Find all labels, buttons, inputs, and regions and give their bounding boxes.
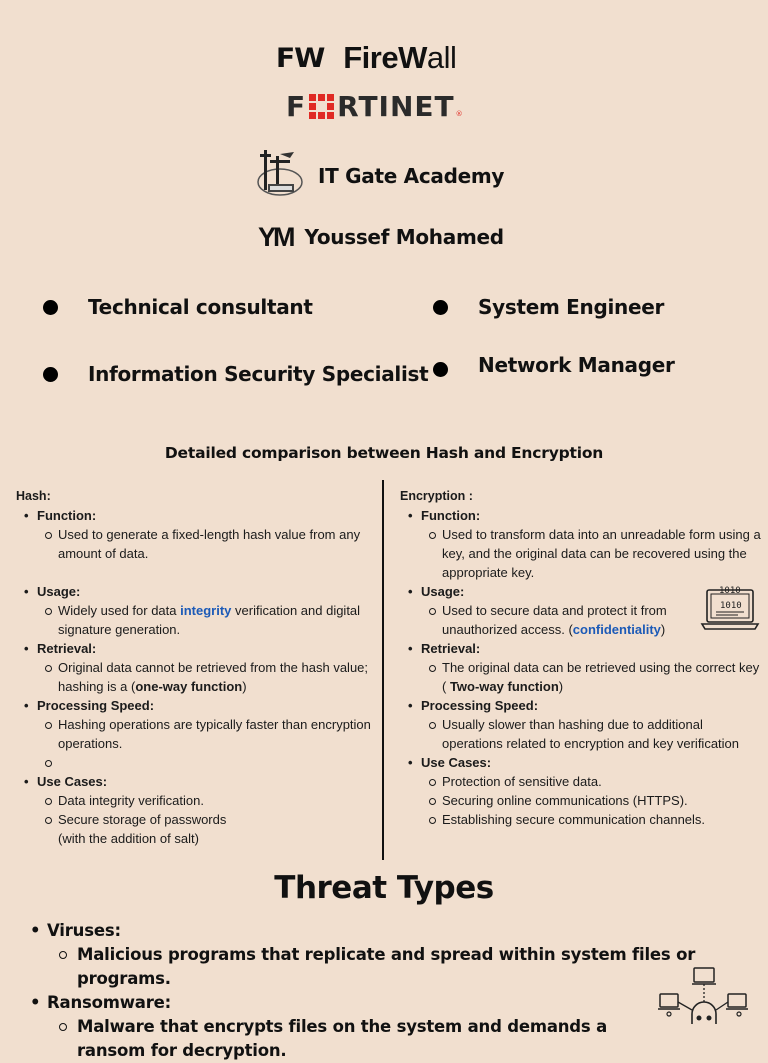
- list-item: Usually slower than hashing due to additional operations related to encryption and key verification: [429, 715, 766, 753]
- role-item: Information Security Specialist: [43, 362, 428, 386]
- threat-item: • Viruses: Malicious programs that replicate and spread within system files or programs.: [30, 919, 730, 991]
- list-item: • Processing Speed: Usually slower than hashing due to additional operations related to encryption and key verification: [408, 696, 766, 753]
- role-item: Technical consultant: [43, 295, 313, 319]
- list-item: • Usage: Widely used for data integrity verification and digital signature generation.: [24, 582, 376, 639]
- list-item: • Function: Used to transform data into an unreadable form using a key, and the original data can be recovered using the appropriate key.: [408, 506, 766, 582]
- academy-logo-icon: [254, 146, 306, 206]
- svg-text:1010: 1010: [719, 586, 741, 596]
- role-item: System Engineer: [433, 295, 664, 319]
- list-item: • Processing Speed: Hashing operations are typically faster than encryption operations.: [24, 696, 376, 772]
- bullet-dot: [433, 362, 448, 377]
- list-item: Protection of sensitive data.: [429, 772, 766, 791]
- author-brand: [258, 220, 504, 254]
- hash-heading: Hash:: [16, 489, 51, 503]
- encryption-heading: Encryption :: [400, 489, 473, 503]
- ym-mark: YM: [258, 221, 293, 252]
- integrity-highlight: integrity: [180, 603, 232, 618]
- firewall-wordmark: FireWall: [343, 40, 457, 75]
- threat-desc: Malware that encrypts files on the system and demands a ransom for decryption.: [59, 1015, 659, 1063]
- list-item: • Use Cases: Data integrity verification. Secure storage of passwords (with the addition of salt): [24, 772, 376, 848]
- list-item: Establishing secure communication channels.: [429, 810, 766, 829]
- svg-text:1010: 1010: [720, 601, 742, 611]
- fortinet-grid-icon: [309, 94, 334, 119]
- list-item: • Use Cases: Protection of sensitive data. Securing online communications (HTTPS). Establishing secure communication channels.: [408, 753, 766, 829]
- threat-item: • Ransomware: Malware that encrypts files on the system and demands a ransom for decryption.: [30, 991, 730, 1063]
- list-item: Used to generate a fixed-length hash value from any amount of data.: [45, 525, 376, 563]
- academy-brand: [254, 148, 504, 204]
- role-item: Network Manager: [433, 362, 675, 377]
- threat-desc: Malicious programs that replicate and spread within system files or programs.: [59, 943, 730, 991]
- list-item: Used to transform data into an unreadable form using a key, and the original data can be recovered using the appropriate key.: [429, 525, 766, 582]
- bullet-dot: [433, 300, 448, 315]
- bullet-dot: [43, 300, 58, 315]
- laptop-binary-icon: [700, 584, 760, 638]
- confidentiality-highlight: confidentiality: [572, 622, 661, 637]
- list-item: • Function: Used to generate a fixed-length hash value from any amount of data.: [24, 506, 376, 582]
- list-item: The original data can be retrieved using the correct key ( Two-way function): [429, 658, 766, 696]
- hash-column: [16, 487, 376, 848]
- list-item: Hashing operations are typically faster than encryption operations.: [45, 715, 376, 753]
- bullet-dot: [43, 367, 58, 382]
- list-item: Widely used for data integrity verification and digital signature generation.: [45, 601, 376, 639]
- fw-mark: FW: [275, 42, 325, 74]
- author-name: Youssef Mohamed: [304, 225, 504, 249]
- list-item-empty: [45, 753, 376, 772]
- encryption-column: [400, 487, 766, 829]
- academy-name: IT Gate Academy: [318, 164, 505, 188]
- list-item: • Retrieval: The original data can be retrieved using the correct key ( Two-way function): [408, 639, 766, 696]
- list-item: • Retrieval: Original data cannot be retrieved from the hash value; hashing is a (one-way function): [24, 639, 376, 696]
- list-item: Secure storage of passwords (with the addition of salt): [45, 810, 245, 848]
- threat-list: [30, 919, 730, 1063]
- list-item: Used to secure data and protect it from unauthorized access. (confidentiality): [429, 601, 694, 639]
- column-divider: [382, 480, 384, 860]
- list-item: Securing online communications (HTTPS).: [429, 791, 766, 810]
- comparison-title: Detailed comparison between Hash and Encryption: [164, 444, 604, 462]
- list-item: • Usage: Used to secure data and protect it from unauthorized access. (confidentiality): [408, 582, 766, 639]
- list-item: Original data cannot be retrieved from the hash value; hashing is a (one-way function): [45, 658, 376, 696]
- list-item: Data integrity verification.: [45, 791, 376, 810]
- firewall-logo: [277, 38, 456, 78]
- network-skull-icon: [656, 966, 752, 1028]
- fortinet-logo: F RTINET ®: [286, 89, 463, 123]
- threat-types-title: Threat Types: [274, 870, 494, 906]
